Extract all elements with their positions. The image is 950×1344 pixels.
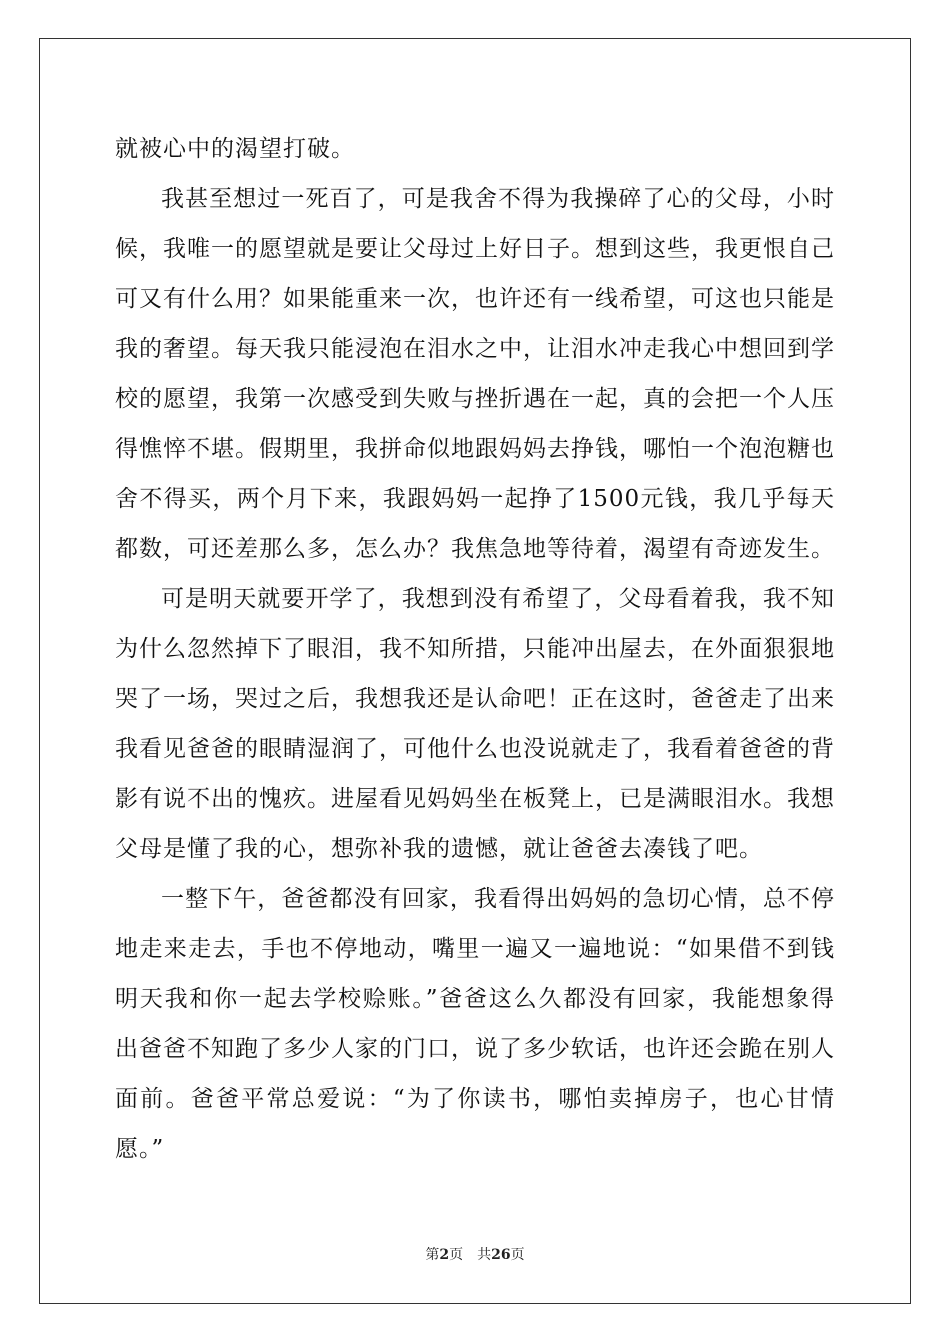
page-footer <box>0 1244 950 1264</box>
page-prefix: 第 <box>425 1247 440 1263</box>
page-suffix: 页 <box>449 1247 464 1263</box>
document-body <box>115 124 835 1174</box>
page-number: 2 <box>439 1247 450 1263</box>
paragraph-1: 就被心中的渴望打破。 <box>115 136 355 162</box>
total-pages: 26 <box>491 1247 511 1263</box>
paragraph-4: 一整下午，爸爸都没有回家，我看得出妈妈的急切心情，总不停地走来走去，手也不停地动，嘴里一遍又一遍地说：“如果借不到钱明天我和你一起去学校赊账。”爸爸这么久都没有回家，我能想象得出爸爸不知跑了多少人家的门口，说了多少软话，也许还会跪在别人面前。爸爸平常总爱说：“为了你读书，哪怕卖掉房子，也心甘情愿。” <box>115 886 835 1162</box>
total-suffix: 页 <box>510 1247 525 1263</box>
paragraph-3: 可是明天就要开学了，我想到没有希望了，父母看着我，我不知为什么忽然掉下了眼泪，我不知所措，只能冲出屋去，在外面狠狠地哭了一场，哭过之后，我想我还是认命吧！正在这时，爸爸走了出来我看见爸爸的眼睛湿润了，可他什么也没说就走了，我看着爸爸的背影有说不出的愧疚。进屋看见妈妈坐在板凳上，已是满眼泪水。我想父母是懂了我的心，想弥补我的遗憾，就让爸爸去凑钱了吧。 <box>115 586 835 862</box>
total-prefix: 共 <box>477 1247 492 1263</box>
paragraph-2: 我甚至想过一死百了，可是我舍不得为我操碎了心的父母，小时候，我唯一的愿望就是要让父母过上好日子。想到这些，我更恨自己可又有什么用？如果能重来一次，也许还有一线希望，可这也只能是我的奢望。每天我只能浸泡在泪水之中，让泪水冲走我心中想回到学校的愿望，我第一次感受到失败与挫折遇在一起，真的会把一个人压得憔悴不堪。假期里，我拼命似地跟妈妈去挣钱，哪怕一个泡泡糖也舍不得买，两个月下来，我跟妈妈一起挣了1500元钱，我几乎每天都数，可还差那么多，怎么办？我焦急地等待着，渴望有奇迹发生。 <box>115 186 835 562</box>
